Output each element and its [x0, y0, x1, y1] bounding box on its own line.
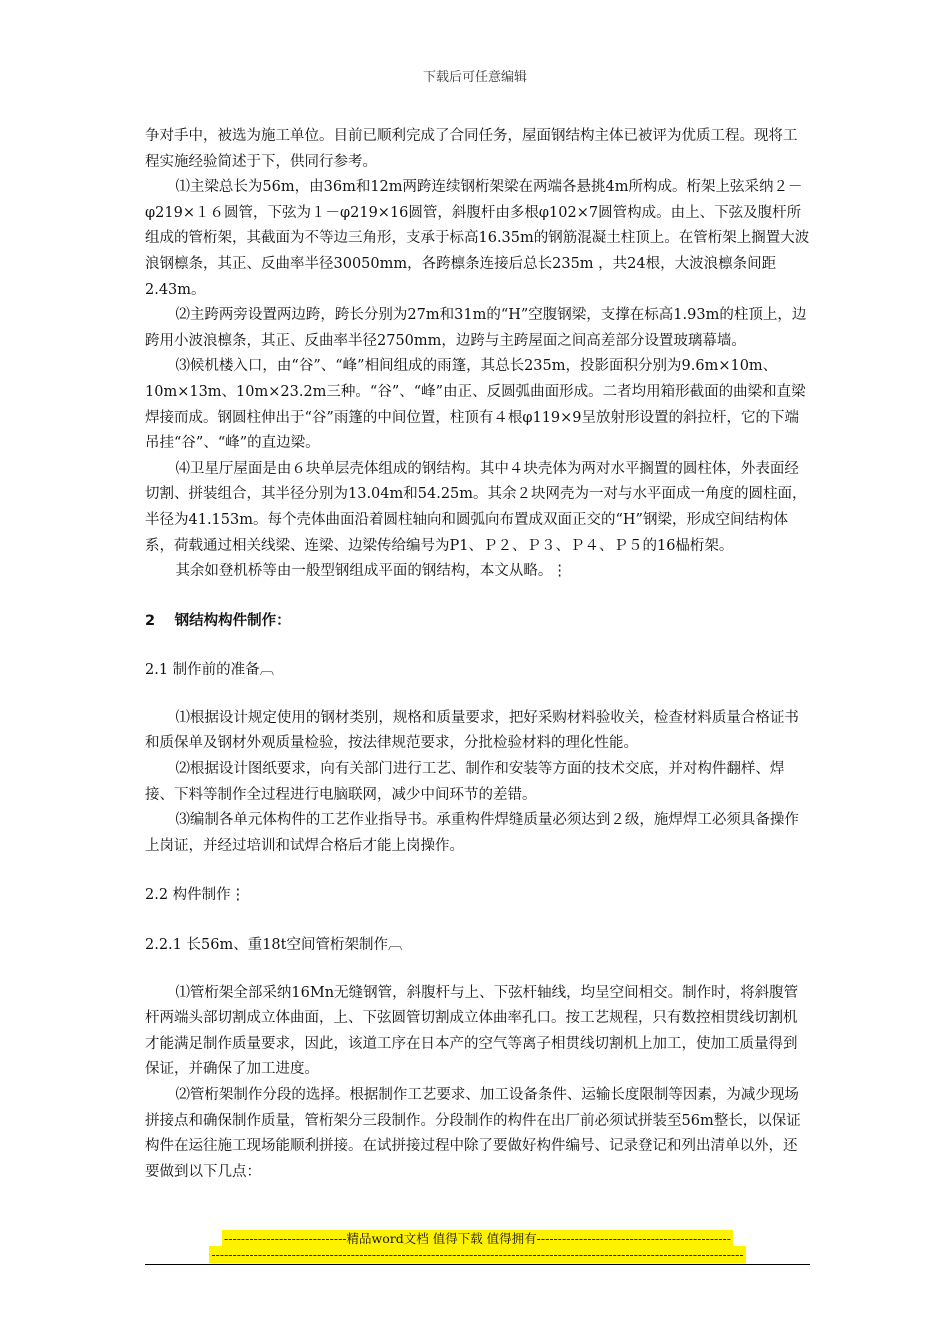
footer-dash-text: ------------------------------------------------------------------------------------------------------------------------------ — [211, 1247, 744, 1262]
section-heading-2-2: 2.2 构件制作⋮ — [145, 887, 246, 904]
paragraph-intro-continued: 争对手中，被选为施工单位。目前已顺利完成了合同任务，屋面钢结构主体已被评为优质工程。现将工程实施经验简述于下，供同行参考。 — [145, 128, 798, 170]
document-body — [145, 124, 810, 1185]
paragraph-truss-segments: ⑵管桁架制作分段的选择。根据制作工艺要求、加工设备条件、运输长度限制等因素，为减少现场拼接点和确保制作质量，管桁架分三段制作。分段制作的构件在出厂前必须试拼装至56m整长，以保证构件在运往施工现场能顺利拼接。在试拼接过程中除了要做好构件编号、记录登记和列出清单以外，还要做到以下几点： — [145, 1087, 801, 1180]
paragraph-truss-material: ⑴管桁架全部采纳16Mn无缝钢管，斜腹杆与上、下弦杆轴线，均呈空间相交。制作时，将斜腹管杆两端头部切割成立体曲面，上、下弦圆管切割成立体曲率孔口。按工艺规程，只有数控相贯线切割机才能满足制作质量要求，因此，该道工序在日本产的空气等离子相贯线切割机上加工，使加工质量得到保证，并确保了加工进度。 — [145, 984, 799, 1078]
page-header: 下载后可任意编辑 — [422, 70, 527, 85]
section-heading-2-2-1: 2.2.1 长56m、重18t空间管桁架制作︹ — [145, 937, 403, 954]
section-heading-2-1: 2.1 制作前的准备︹ — [145, 662, 275, 679]
section-heading-2: 2 钢结构构件制作： — [145, 612, 291, 629]
paragraph-entrance-canopy: ⑶候机楼入口，由“谷”、“峰”相间组成的雨篷，其总长235m，投影面积分别为9.6m×10m、10m×13m、10m×23.2m三种。“谷”、“峰”由正、反圆弧曲面形成。二者均用箱形截面的曲梁和直梁焊接而成。钢圆柱伸出于“谷”雨篷的中间位置，柱顶有４根φ119×9呈放射形设置的斜拉杆，它的下端吊挂“谷”、“峰”的直边梁。 — [145, 358, 806, 452]
footer-rule — [145, 1264, 810, 1265]
paragraph-prep-disclosure: ⑵根据设计图纸要求，向有关部门进行工艺、制作和安装等方面的技术交底，并对构件翻样、焊接、下料等制作全过程进行电脑联网，减少中间环节的差错。 — [145, 761, 785, 803]
paragraph-satellite-hall: ⑷卫星厅屋面是由６块单层壳体组成的钢结构。其中４块壳体为两对水平搁置的圆柱体，外表面经切割、拼装组合，其半径分别为13.04m和54.25m。其余２块网壳为一对与水平面成一角度的圆柱面，半径为41.153m。每个壳体曲面沿着圆柱轴向和圆弧向布置成双面正交的“H”钢梁，形成空间结构体系，荷载通过相关线梁、连梁、边梁传给编号为P1、Ｐ２、Ｐ３、Ｐ４、Ｐ５的16榀桁架。 — [145, 460, 807, 554]
paragraph-side-span: ⑵主跨两旁设置两边跨，跨长分别为27m和31m的“H”空腹钢梁，支撑在标高1.93m的柱顶上，边跨用小波浪檩条，其正、反曲率半径2750mm，边跨与主跨屋面之间高差部分设置玻璃幕墙。 — [145, 307, 807, 349]
paragraph-main-beam: ⑴主梁总长为56m，由36m和12m两跨连续钢桁架梁在两端各悬挑4m所构成。桁架上弦采纳２－φ219×１６圆管，下弦为１－φ219×16圆管，斜腹杆由多根φ102×7圆管构成。由上、下弦及腹杆所组成的管桁架，其截面为不等边三角形，支承于标高16.35m的钢筋混凝土柱顶上。在管桁架上搁置大波浪钢檩条，其正、反曲率半径30050mm，各跨檩条连接后总长235m ，共24根，大波浪檩条间距2.43m。 — [145, 179, 810, 298]
paragraph-other-structures: 其余如登机桥等由一般型钢组成平面的钢结构，本文从略。⋮ — [175, 563, 567, 580]
paragraph-prep-instructions: ⑶编制各单元体构件的工艺作业指导书。承重构件焊缝质量必须达到２级，施焊焊工必须具备操作上岗证，并经过培训和试焊合格后才能上岗操作。 — [145, 812, 799, 854]
footer-banner-text: -----------------------------精品word文档 值得下载 值得拥有---------------------------------------------- — [224, 1231, 731, 1246]
paragraph-prep-materials: ⑴根据设计规定使用的钢材类别，规格和质量要求，把好采购材料验收关，检查材料质量合格证书和质保单及钢材外观质量检验，按法律规范要求，分批检验材料的理化性能。 — [145, 709, 799, 752]
